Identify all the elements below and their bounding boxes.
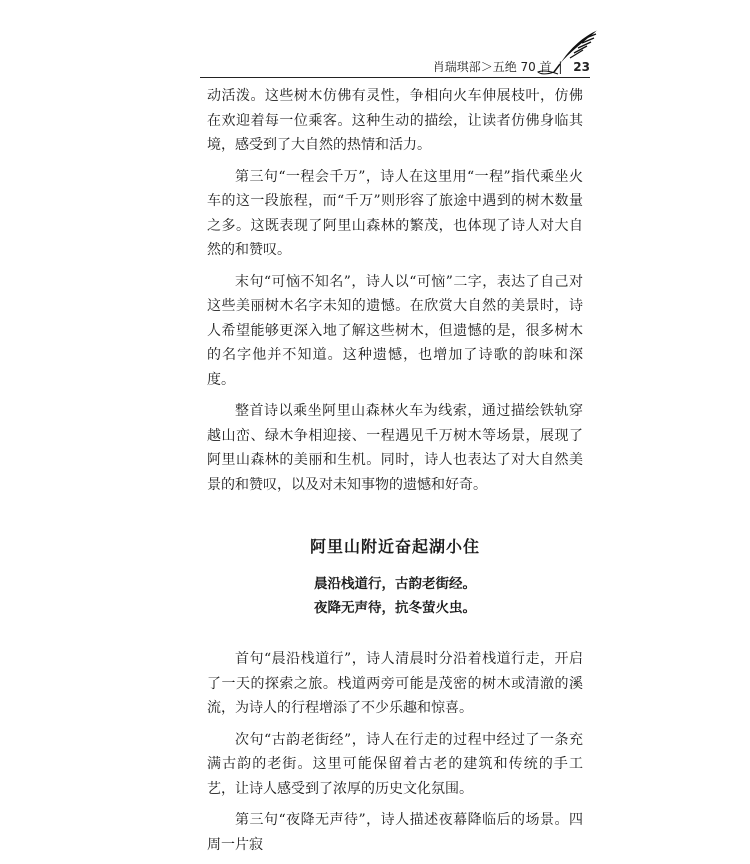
paragraph: 第三句“夜降无声待”，诗人描述夜幕降临后的场景。四周一片寂 bbox=[207, 812, 583, 853]
section-title: 阿里山附近奋起湖小住 bbox=[309, 537, 480, 556]
header-separator: | bbox=[558, 60, 563, 74]
paragraph: 次句“古韵老街经”，诗人在行走的过程中经过了一条充满古韵的老街。这里可能保留着古老的建筑和传统的手工艺，让诗人感受到了浓厚的历史文化氛围。 bbox=[207, 731, 583, 797]
page-number: 23 bbox=[573, 60, 590, 74]
paragraph: 整首诗以乘坐阿里山森林火车为线索，通过描绘铁轨穿越山峦、绿木争相迎接、一程遇见千万树木等场景，展现了阿里山森林的美丽和生机。同时，诗人也表达了对大自然美景的和赞叹，以及对未知事物的遗憾和好奇。 bbox=[207, 403, 583, 493]
poem bbox=[207, 572, 583, 620]
running-title: 肖瑞琪部＞五绝 70 首 bbox=[432, 60, 552, 74]
page-body bbox=[207, 84, 583, 864]
poem-line: 晨沿栈道行，古韵老街经。 bbox=[314, 576, 476, 592]
poem-line: 夜降无声待，抗冬萤火虫。 bbox=[314, 600, 476, 616]
paragraph: 动活泼。这些树木仿佛有灵性，争相向火车伸展枝叶，仿佛在欢迎着每一位乘客。这种生动的描绘，让读者仿佛身临其境，感受到了大自然的热情和活力。 bbox=[207, 88, 583, 153]
paragraph: 第三句“一程会千万”，诗人在这里用“一程”指代乘坐火车的这一段旅程，而“千万”则形容了旅途中遇到的树木数量之多。这既表现了阿里山森林的繁茂，也体现了诗人对大自然的和赞叹。 bbox=[207, 168, 583, 258]
running-header bbox=[200, 52, 590, 78]
paragraph: 末句“可恼不知名”，诗人以“可恼”二字，表达了自己对这些美丽树木名字未知的遗憾。在欣赏大自然的美景时，诗人希望能够更深入地了解这些树木，但遗憾的是，很多树木的名字他并不知道。这种遗憾，也增加了诗歌的韵味和深度。 bbox=[207, 273, 583, 388]
paragraph: 首句“晨沿栈道行”，诗人清晨时分沿着栈道行走，开启了一天的探索之旅。栈道两旁可能是茂密的树木或清澈的溪流，为诗人的行程增添了不少乐趣和惊喜。 bbox=[207, 651, 583, 716]
quill-pen-icon bbox=[536, 28, 606, 78]
header-rule bbox=[200, 77, 590, 78]
